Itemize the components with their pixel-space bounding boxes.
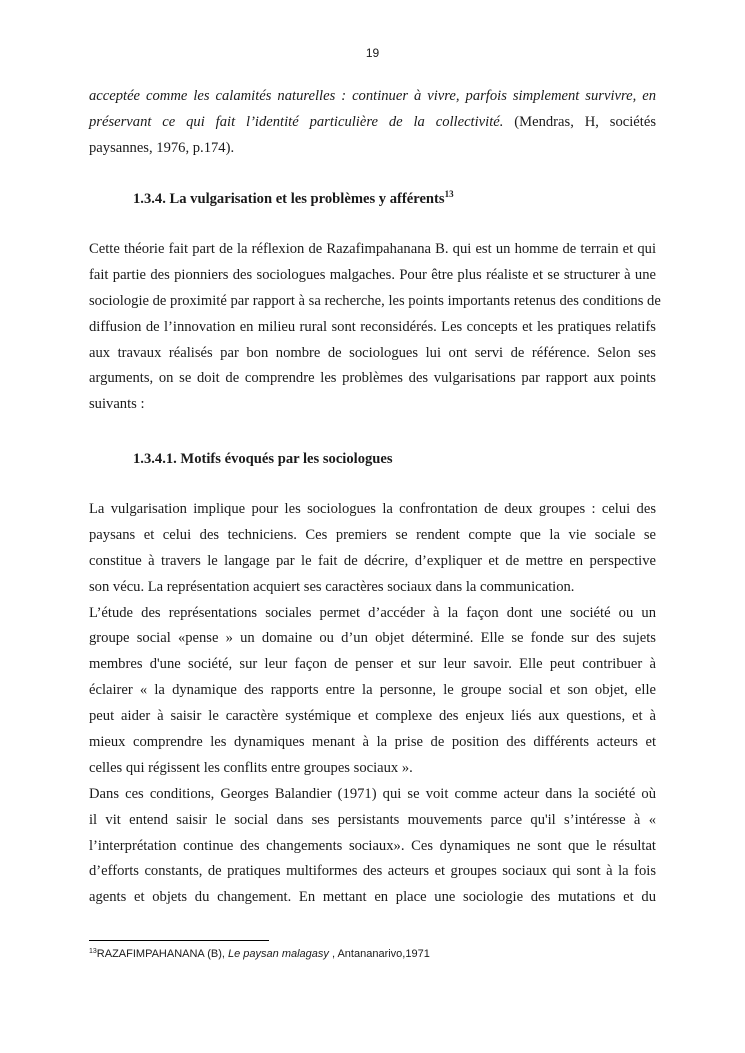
text-line: membres d'une société, sur leur façon de penser et sur leur savoir. Elle peut contribuer à bbox=[89, 656, 656, 673]
section-heading-1-3-4-1: 1.3.4.1. Motifs évoqués par les sociologues bbox=[133, 451, 393, 467]
text-line: suivants : bbox=[89, 396, 145, 413]
text-line: agents et objets du changement. En mettant en place une sociologie des mutations et du bbox=[89, 889, 656, 906]
footnote-title: Le paysan malagasy bbox=[228, 948, 329, 960]
paragraph-1-3-4 bbox=[89, 237, 661, 418]
footnote-reference[interactable]: 13 bbox=[444, 189, 454, 199]
text-line: aux travaux réalisés par bon nombre de sociologues lui ont servi de référence. Selon ses bbox=[89, 344, 656, 361]
intro-italic-text: acceptée comme les calamités naturelles : continuer à vivre, parfois simplement survivre, en bbox=[89, 88, 656, 104]
intro-italic-text: préservant ce qui fait l’identité particulière de la collectivité. bbox=[89, 113, 504, 130]
text-line: sociologie de proximité par rapport à sa recherche, les points importants retenus des conditions de bbox=[89, 292, 661, 309]
text-line: peut aider à saisir le caractère systémique et complexe des enjeux liés aux questions, et à bbox=[89, 708, 656, 725]
text-line: celles qui régissent les conflits entre groupes sociaux ». bbox=[89, 759, 413, 776]
text-line: Cette théorie fait part de la réflexion de Razafimpahanana B. qui est un homme de terrain et qui bbox=[89, 241, 656, 257]
paragraph-1-3-4-1 bbox=[89, 497, 656, 911]
text-line: mieux comprendre les dynamiques menant à la prise de position des différents acteurs et bbox=[89, 734, 656, 751]
footnote-place-year: , Antananarivo,1971 bbox=[328, 948, 430, 960]
text-line: arguments, on se doit de comprendre les problèmes des vulgarisations par rapport aux points bbox=[89, 370, 656, 387]
text-line: d’efforts constants, de pratiques multiformes des acteurs et groupes sociaux qui sont à la fois bbox=[89, 863, 656, 880]
intro-line bbox=[89, 110, 656, 136]
intro-citation: (Mendras, H, sociétés bbox=[503, 113, 656, 130]
section-heading-1-3-4 bbox=[133, 191, 454, 208]
text-line: La vulgarisation implique pour les sociologues la confrontation de deux groupes : celui des bbox=[89, 501, 656, 517]
text-line: éclairer « la dynamique des rapports entre la personne, le groupe social et son objet, elle bbox=[89, 682, 656, 699]
footnote-separator bbox=[89, 940, 269, 941]
text-line: groupe social «pense » un domaine ou d’un objet déterminé. Elle se fonde sur des sujets bbox=[89, 630, 656, 647]
text-line: diffusion de l’innovation en milieu rural sont reconsidérés. Les concepts et les pratiques relatifs bbox=[89, 318, 656, 335]
heading-text: 1.3.4. La vulgarisation et les problèmes y afférents bbox=[133, 191, 445, 207]
page-number: 19 bbox=[365, 46, 380, 60]
intro-line bbox=[89, 84, 656, 110]
text-line: son vécu. La représentation acquiert ses caractères sociaux dans la communication. bbox=[89, 578, 575, 595]
intro-paragraph bbox=[89, 84, 656, 162]
text-line: Dans ces conditions, Georges Balandier (1971) qui se voit comme acteur dans la société où bbox=[89, 785, 656, 802]
text-line: L’étude des représentations sociales permet d’accéder à la façon dont une société ou un bbox=[89, 604, 656, 621]
intro-line: paysannes, 1976, p.174). bbox=[89, 139, 235, 156]
footnote-number: 13 bbox=[89, 948, 97, 955]
text-line: il vit entend saisir le social dans ses persistants mouvements parce qu'il s’intéresse à « bbox=[89, 811, 656, 828]
footnote-author: RAZAFIMPAHANANA (B), bbox=[96, 948, 228, 960]
text-line: paysans et celui des techniciens. Ces premiers se rendent compte que la vie sociale se bbox=[89, 526, 656, 543]
text-line: fait partie des pionniers des sociologues malgaches. Pour être plus réaliste et se structurer à une bbox=[89, 266, 656, 283]
text-line: constitue à travers le langage par le fait de décrire, d’expliquer et de mettre en perspective bbox=[89, 552, 656, 569]
text-line: l’interprétation continue des changements sociaux». Ces dynamiques ne sont que le résultat bbox=[89, 837, 656, 854]
footnote bbox=[89, 948, 430, 960]
